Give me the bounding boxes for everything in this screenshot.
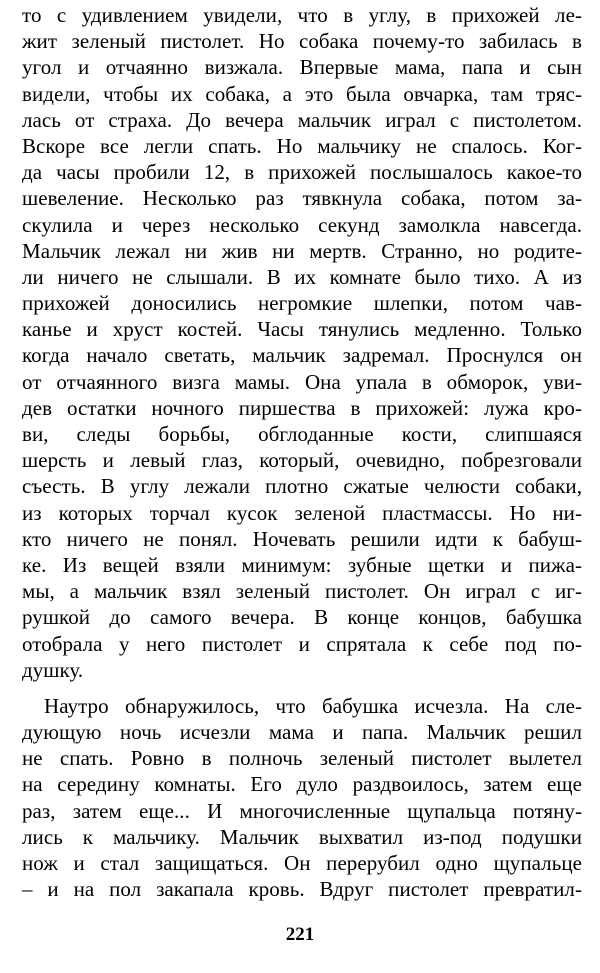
paragraph-gap <box>22 683 582 693</box>
text-block <box>22 2 582 902</box>
text-line: прихожей доносились негромкие шлепки, потом чав- <box>22 291 582 316</box>
text-line: рушкой до самого вечера. В конце концов, бабушка <box>22 605 582 630</box>
text-line: Вскоре все легли спать. Но мальчику не спалось. Ког- <box>22 133 582 158</box>
text-line: съесть. В углу лежали плотно сжатые челюсти собаки, <box>22 474 582 499</box>
text-line: кто ничего не понял. Ночевать решили идти к бабуш- <box>22 526 582 551</box>
text-line: шевеление. Несколько раз тявкнула собака, потом за- <box>22 186 582 211</box>
text-line: из которых торчал кусок зеленой пластмассы. Но ни- <box>22 500 582 525</box>
text-line: на середину комнаты. Его дуло раздвоилось, затем еще <box>22 772 582 797</box>
text-line: раз, затем еще... И многочисленные щупальца потяну- <box>22 798 582 823</box>
text-line: жит зеленый пистолет. Но собака почему-то забилась в <box>22 29 582 54</box>
text-line: Мальчик лежал ни жив ни мертв. Странно, но родите- <box>22 238 582 263</box>
text-line: скулила и через несколько секунд замолкла навсегда. <box>22 212 582 237</box>
text-line: когда начало светать, мальчик задремал. Проснулся он <box>22 343 582 368</box>
text-line: отобрала у него пистолет и спрятала к себе под по- <box>22 631 582 656</box>
text-line: ви, следы борьбы, обглоданные кости, слипшаяся <box>22 422 582 446</box>
text-line: лась от страха. До вечера мальчик играл с пистолетом. <box>22 107 582 132</box>
text-line: душку. <box>22 657 84 682</box>
text-line: ли ничего не слышали. В их комнате было тихо. А из <box>22 264 582 289</box>
text-line: не спать. Ровно в полночь зеленый пистолет вылетел <box>22 746 582 771</box>
text-line: канье и хруст костей. Часы тянулись медленно. Только <box>22 317 582 342</box>
text-line: от отчаянного визга мамы. Она упала в обморок, уви- <box>22 369 582 394</box>
paragraph-2 <box>22 693 582 903</box>
text-line: шерсть и левый глаз, который, очевидно, побрезговали <box>22 448 582 473</box>
text-line: ке. Из вещей взяли минимум: зубные щетки и пижа- <box>22 552 582 577</box>
text-line: дев остатки ночного пиршества в прихожей: лужа кро- <box>22 395 582 420</box>
text-line: видели, чтобы их собака, а это была овчарка, там тряс- <box>22 81 582 106</box>
text-line: Наутро обнаружилось, что бабушка исчезла. На сле- <box>44 693 582 718</box>
text-line: угол и отчаянно визжала. Впервые мама, папа и сын <box>22 55 582 80</box>
text-line: да часы пробили 12, в прихожей послышалось какое-то <box>22 160 582 185</box>
text-line: нож и стал защищаться. Он перерубил одно щупальце <box>22 851 582 875</box>
text-line: лись к мальчику. Мальчик выхватил из-под подушки <box>22 824 582 849</box>
page-number: 221 <box>285 924 315 945</box>
text-line: мы, а мальчик взял зеленый пистолет. Он играл с иг- <box>22 579 582 604</box>
text-line: – и на пол закапала кровь. Вдруг пистолет превратил- <box>22 877 582 902</box>
text-line: то с удивлением увидели, что в углу, в прихожей ле- <box>22 3 582 27</box>
paragraph-1 <box>22 2 582 683</box>
text-line: дующую ночь исчезли мама и папа. Мальчик решил <box>22 720 582 745</box>
